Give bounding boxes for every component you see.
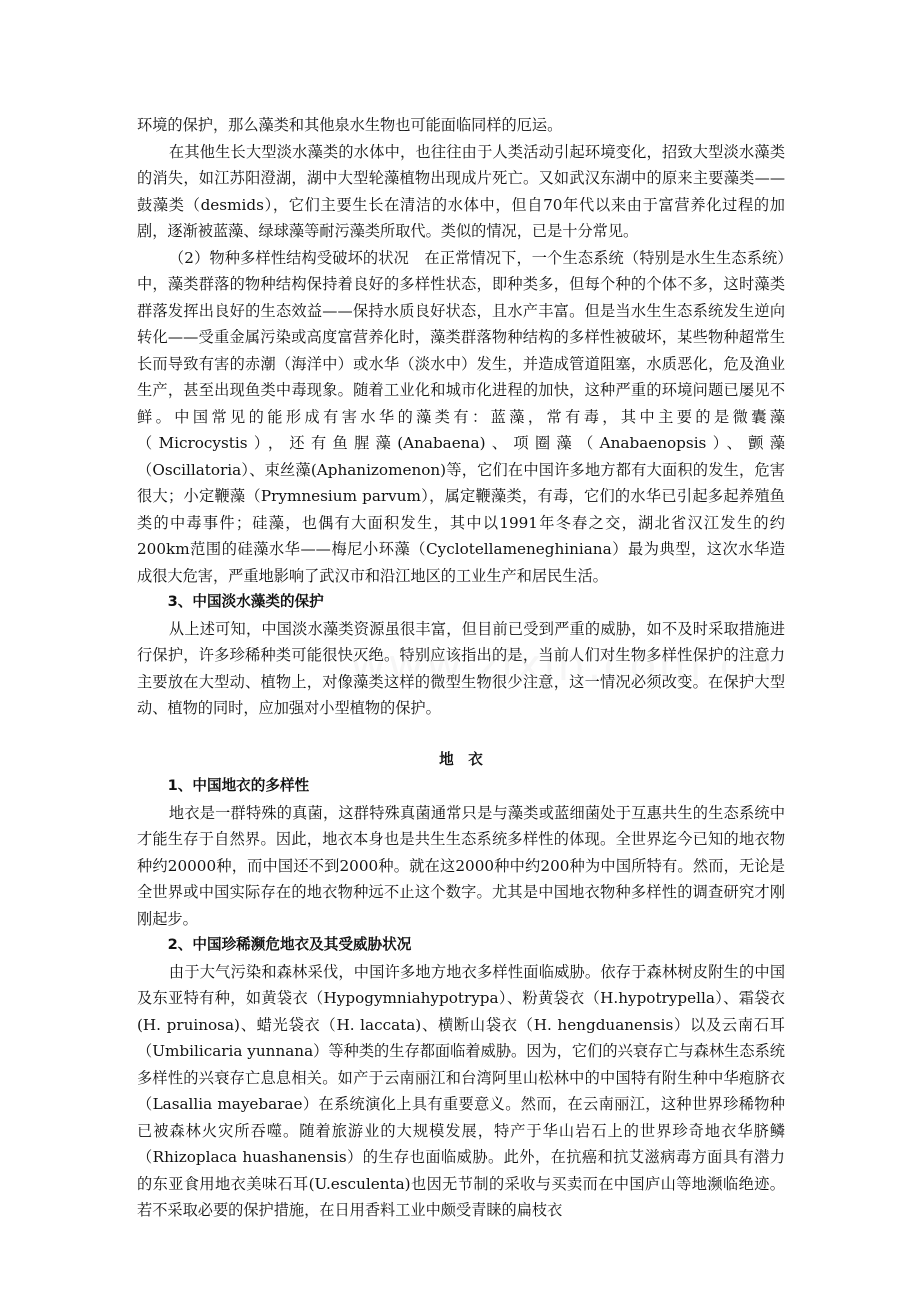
paragraph-continuation: 环境的保护，那么藻类和其他泉水生物也可能面临同样的厄运。 — [137, 116, 563, 134]
paragraph-lichen-diversity: 地衣是一群特殊的真菌，这群特殊真菌通常只是与藻类或蓝细菌处于互惠共生的生态系统中才能生存于自然界。因此，地衣本身也是共生生态系统多样性的体现。全世界迄今已知的地衣物种约20000种，而中国还不到2000种。就在这2000种中约200种为中国所特有。然而，无论是全世界或中国实际存在的地衣物种远不止这个数字。尤其是中国地衣物种多样性的调查研究才刚刚起步。 — [137, 803, 785, 928]
section-title-lichen: 地衣 — [439, 750, 498, 768]
document-page — [137, 112, 785, 1224]
paragraph-large-algae: 在其他生长大型淡水藻类的水体中，也往往由于人类活动引起环境变化，招致大型淡水藻类的消失，如江苏阳澄湖，湖中大型轮藻植物出现成片死亡。又如武汉东湖中的原来主要藻类——鼓藻类（desmids），它们主要生长在清洁的水体中，但自70年代以来由于富营养化过程的加剧，逐渐被蓝藻、绿球藻等耐污藻类所取代。类似的情况，已是十分常见。 — [137, 142, 785, 240]
paragraph-species-diversity: （2）物种多样性结构受破坏的状况 在正常情况下，一个生态系统（特别是水生生态系统）中，藻类群落的物种结构保持着良好的多样性状态，即种类多，但每个种的个体不多，这时藻类群落发挥出良好的生态效益——保持水质良好状态，且水产丰富。但是当水生生态系统发生逆向转化——受重金属污染或高度富营养化时，藻类群落物种结构的多样性被破坏，某些物种超常生长而导致有害的赤潮（海洋中）或水华（淡水中）发生，并造成管道阻塞，水质恶化，危及渔业生产，甚至出现鱼类中毒现象。随着工业化和城市化进程的加快，这种严重的环境问题已屡见不鲜。中国常见的能形成有害水华的藻类有：蓝藻，常有毒，其中主要的是微囊藻（Microcystis），还有鱼腥藻(Anabaena)、项圈藻（Anabaenopsis）、颤藻（Oscillatoria）、束丝藻(Aphanizomenon)等，它们在中国许多地方都有大面积的发生，危害很大；小定鞭藻（Prymnesium parvum），属定鞭藻类，有毒，它们的水华已引起多起养殖鱼类的中毒事件；硅藻，也偶有大面积发生，其中以1991年冬春之交，湖北省汉江发生的约200km范围的硅藻水华——梅尼小环藻（Cyclotellameneghiniana）最为典型，这次水华造成很大危害，严重地影响了武汉市和沿江地区的工业生产和居民生活。 — [137, 248, 785, 585]
heading-algae-protection: 3、中国淡水藻类的保护 — [167, 593, 324, 610]
heading-lichen-diversity: 1、中国地衣的多样性 — [167, 777, 310, 794]
heading-endangered-lichen: 2、中国珍稀濒危地衣及其受威胁状况 — [167, 936, 412, 953]
paragraph-algae-protection: 从上述可知，中国淡水藻类资源虽很丰富，但目前已受到严重的威胁，如不及时采取措施进行保护，许多珍稀种类可能很快灭绝。特别应该指出的是，当前人们对生物多样性保护的注意力主要放在大型动、植物上，对像藻类这样的微型生物很少注意，这一情况必须改变。在保护大型动、植物的同时，应加强对小型植物的保护。 — [137, 619, 785, 717]
paragraph-endangered-lichen: 由于大气污染和森林采伐，中国许多地方地衣多样性面临威胁。依存于森林树皮附生的中国及东亚特有种，如黄袋衣（Hypogymniahypotrypa）、粉黄袋衣（H.hypotrypella）、霜袋衣(H. pruinosa)、蜡光袋衣（H. laccata)、横断山袋衣（H. hengduanensis）以及云南石耳（Umbilicaria yunnana）等种类的生存都面临着威胁。因为，它们的兴衰存亡与森林生态系统多样性的兴衰存亡息息相关。如产于云南丽江和台湾阿里山松林中的中国特有附生种中华疱脐衣（Lasallia mayebarae）在系统演化上具有重要意义。然而，在云南丽江，这种世界珍稀物种已被森林火灾所吞噬。随着旅游业的大规模发展，特产于华山岩石上的世界珍奇地衣华脐鳞（Rhizoplaca huashanensis）的生存也面临威胁。此外，在抗癌和抗艾滋病毒方面具有潜力的东亚食用地衣美味石耳(U.esculenta)也因无节制的采收与买卖而在中国庐山等地濒临绝迹。若不采取必要的保护措施，在日用香料工业中颇受青睐的扁枝衣 — [137, 962, 785, 1219]
